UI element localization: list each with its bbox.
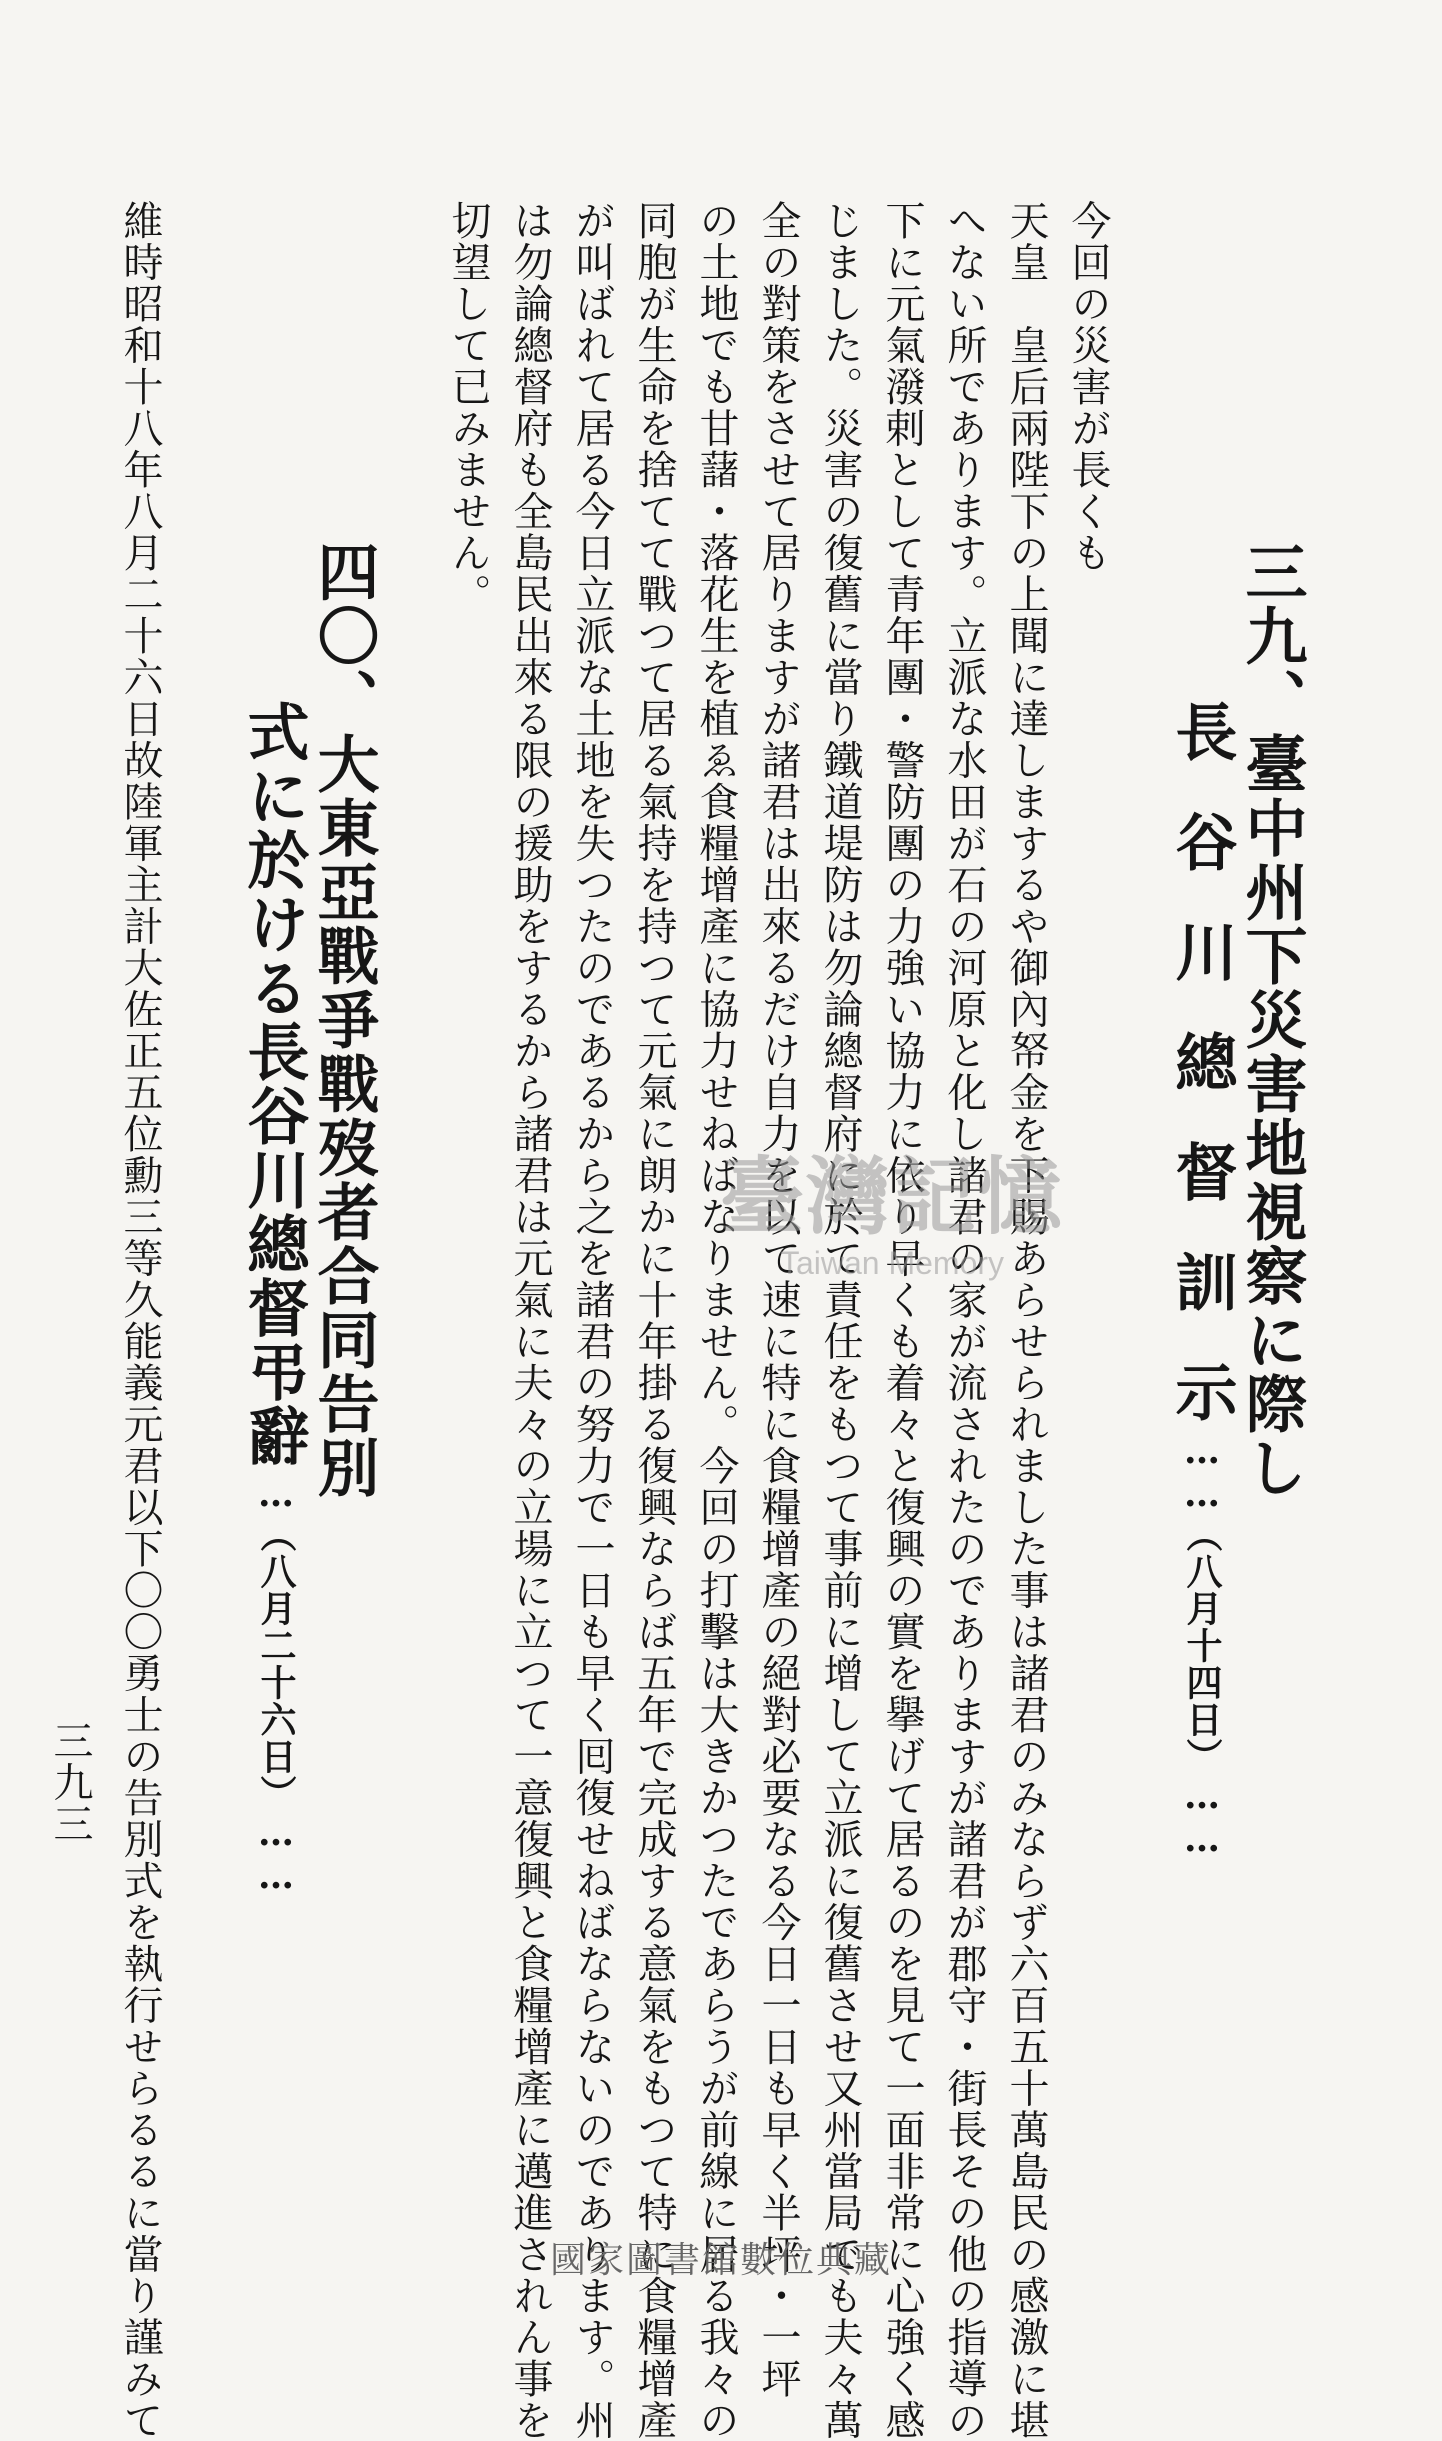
archive-footer: 國家圖書館數位典藏	[549, 2240, 892, 2281]
section39-paragraph: が叫ばれて居る今日立派な土地を失つたのであるから之を諸君の努力で一日も早く囘復せねばならないのであります。州	[569, 200, 615, 2441]
section39-title-line2: 長谷川總督訓示	[1165, 700, 1238, 1470]
section39-paragraph: 天皇 皇后兩陛下の上聞に達しまするや御內帑金を下賜あらせられました事は諸君のみならず六百五十萬島民の感激に堪	[1003, 200, 1049, 2441]
section40-date-note: ……（八月二十六日）……	[255, 1430, 297, 1898]
section39-paragraph: 今回の災害が長くも	[1065, 200, 1111, 574]
page-number: 三九三	[47, 1720, 93, 1845]
section40-title-line2: 式に於ける長谷川總督弔辭	[237, 700, 310, 1468]
section39-paragraph: 全の對策をさせて居りますが諸君は出來るだけ自力を以て速に特に食糧增產の絕對必要なる今日一日も早く半坪・一坪	[755, 200, 801, 2400]
section39-paragraph: は勿論總督府も全島民出來る限の援助をするから諸君は元氣に夫々の立場に立つて一意復興と食糧增產に邁進されん事を	[507, 200, 553, 2441]
section39-paragraph: 切望して已みません。	[445, 200, 491, 615]
section39-paragraph: 下に元氣潑剌として青年團・警防團の力強い協力に依り早くも着々と復興の實を擧げて居るのを見て一面非常に心強く感	[879, 200, 925, 2441]
section39-paragraph: 同胞が生命を捨てて戰つて居る氣持を持つて元氣に朗かに十年掛る復興ならば五年で完成する意氣をもつて特に食糧增產	[631, 200, 677, 2441]
section39-paragraph: へない所であります。立派な水田が石の河原と化し諸君の家が流されたのでありますが諸君が郡守・街長その他の指導の	[941, 200, 987, 2441]
section39-title-line1: 三九、臺中州下災害地視察に際し	[1235, 540, 1308, 1500]
section39-date-note: ……（八月十四日）……	[1181, 1430, 1223, 1861]
section40-title-line1: 四〇、大東亞戰爭戰歿者合同告別	[307, 540, 380, 1500]
watermark-main-text: 臺灣記憶	[720, 1147, 1065, 1246]
taiwan-memory-watermark	[720, 1130, 1064, 1282]
section39-paragraph: じました。災害の復舊に當り鐵道堤防は勿論總督府に於て責任をもつて事前に增して立派に復舊させ又州當局でも夫々萬	[817, 200, 863, 2441]
watermark-sub-text: Taiwan Memory	[779, 1245, 1005, 1281]
section39-paragraph: の土地でも甘藷・落花生を植ゑ食糧增產に協力せねばなりません。今回の打擊は大きかつたであらうが前線に居る我々の	[693, 200, 739, 2441]
section40-paragraph: 維時昭和十八年八月二十六日故陸軍主計大佐正五位勳三等久能義元君以下〇〇勇士の告別式を執行せらるるに當り謹みて	[117, 200, 163, 2441]
